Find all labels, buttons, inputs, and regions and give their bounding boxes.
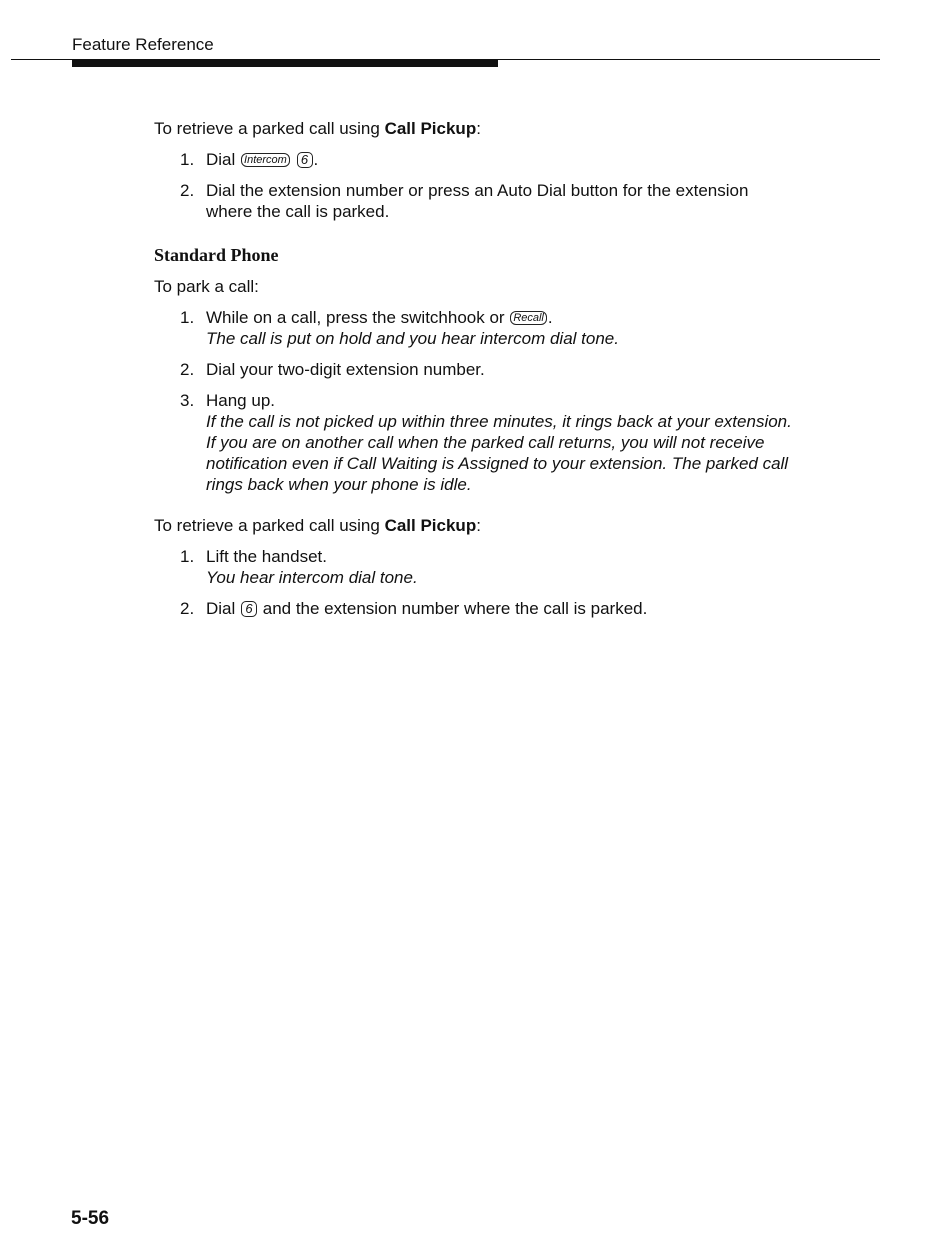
list-item: 2. Dial your two-digit extension number. [180, 360, 485, 379]
call-pickup-term: Call Pickup [384, 119, 477, 138]
step-number: 1. [180, 547, 195, 566]
call-pickup-term: Call Pickup [384, 516, 477, 535]
header-rule-bar [72, 59, 498, 67]
intercom-key-icon: Intercom [241, 153, 290, 167]
step-number: 2. [180, 599, 195, 618]
step-number: 3. [180, 391, 195, 410]
step-note: If the call is not picked up within three minutes, it rings back at your extension. If you are on another call when the parked call returns, you will not receive notification even if Call Waiting is Assigned to your extension. The parked call rings back when your phone is idle. [206, 412, 792, 494]
pickup-steps [154, 546, 794, 619]
list-item: 1. Lift the handset. You hear intercom dial tone. [154, 546, 794, 588]
step-note: You hear intercom dial tone. [206, 568, 418, 587]
list-item: 2. Dial the extension number or press an Auto Dial button for the extension where the call is parked. [180, 181, 749, 221]
list-item: 1. Dial Intercom 6 . [180, 150, 319, 169]
step-note: The call is put on hold and you hear intercom dial tone. [206, 329, 619, 348]
park-intro: To park a call: [154, 277, 259, 296]
pickup-intro: To retrieve a parked call using Call Pickup: [154, 119, 481, 138]
pickup-intro: To retrieve a parked call using Call Pickup: [154, 516, 481, 535]
page-number: 5-56 [71, 1208, 110, 1229]
page-content [154, 118, 794, 629]
section-heading: Standard Phone [154, 245, 279, 265]
digit-6-key-icon: 6 [297, 152, 313, 168]
recall-key-icon: Recall [510, 311, 547, 325]
header-title: Feature Reference [72, 35, 214, 54]
step-number: 1. [180, 150, 195, 169]
list-item: 1. While on a call, press the switchhook or Recall . The call is put on hold and you hear intercom dial tone. [154, 307, 794, 349]
step-number: 2. [180, 181, 195, 200]
step-number: 2. [180, 360, 195, 379]
park-steps [154, 307, 794, 495]
pickup-steps [154, 149, 794, 222]
digit-6-key-icon: 6 [241, 601, 257, 617]
list-item: 2. Dial 6 and the extension number where the call is parked. [180, 599, 648, 618]
step-number: 1. [180, 308, 195, 327]
list-item: 3. Hang up. If the call is not picked up within three minutes, it rings back at your extension. If you are on another call when the parked call returns, you will not receive notification even if Call Waiting is Assigned to your extension. The parked call rings back when your phone is idle. [154, 390, 794, 495]
